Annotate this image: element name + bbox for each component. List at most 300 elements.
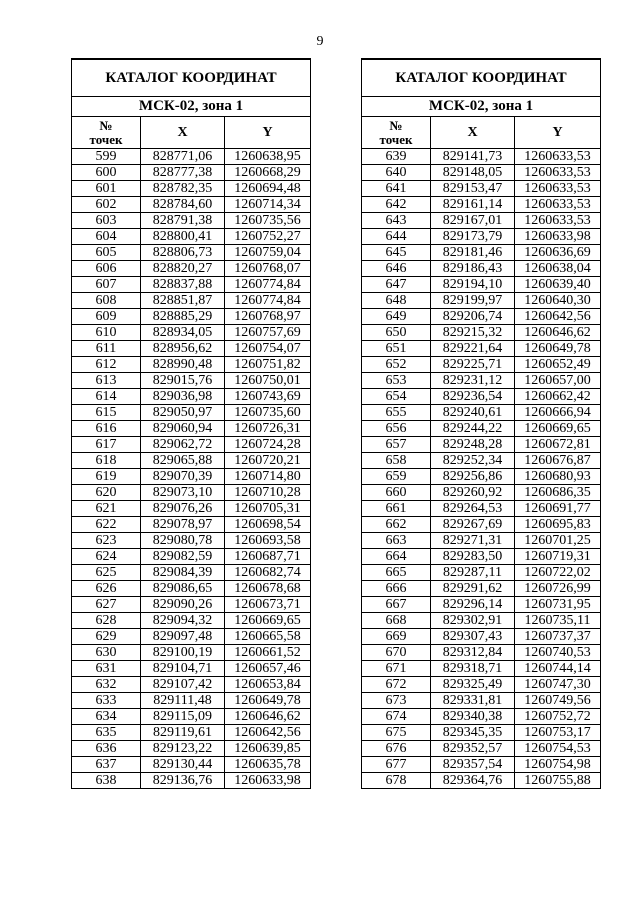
coord-x: 828777,38 xyxy=(141,165,225,181)
coord-x: 829173,79 xyxy=(431,229,515,245)
coord-x: 829325,49 xyxy=(431,677,515,693)
table-row xyxy=(362,437,601,453)
coord-x: 829100,19 xyxy=(141,645,225,661)
coord-y: 1260726,31 xyxy=(225,421,311,437)
table-row xyxy=(362,165,601,181)
table-row xyxy=(72,565,311,581)
coord-x: 829119,61 xyxy=(141,725,225,741)
table-row xyxy=(362,261,601,277)
coord-y: 1260768,97 xyxy=(225,309,311,325)
point-number: 601 xyxy=(72,181,141,197)
point-number: 657 xyxy=(362,437,431,453)
table-row xyxy=(72,437,311,453)
coord-x: 828784,60 xyxy=(141,197,225,213)
table-row xyxy=(362,693,601,709)
coord-y: 1260740,53 xyxy=(515,645,601,661)
coord-x: 829161,14 xyxy=(431,197,515,213)
table-row xyxy=(362,389,601,405)
coord-x: 829186,43 xyxy=(431,261,515,277)
table-row xyxy=(362,549,601,565)
coord-x: 829352,57 xyxy=(431,741,515,757)
coord-y: 1260755,88 xyxy=(515,773,601,789)
coord-x: 829136,76 xyxy=(141,773,225,789)
coord-y: 1260676,87 xyxy=(515,453,601,469)
header-y: Y xyxy=(225,117,311,149)
table-row xyxy=(72,309,311,325)
coord-y: 1260735,60 xyxy=(225,405,311,421)
header-x: X xyxy=(141,117,225,149)
point-number: 624 xyxy=(72,549,141,565)
table-row xyxy=(362,213,601,229)
coord-x: 828791,38 xyxy=(141,213,225,229)
table-row xyxy=(362,293,601,309)
coord-y: 1260714,80 xyxy=(225,469,311,485)
coord-y: 1260749,56 xyxy=(515,693,601,709)
point-number: 646 xyxy=(362,261,431,277)
coord-x: 829340,38 xyxy=(431,709,515,725)
coord-x: 829206,74 xyxy=(431,309,515,325)
point-number: 666 xyxy=(362,581,431,597)
header-y: Y xyxy=(515,117,601,149)
coord-x: 828782,35 xyxy=(141,181,225,197)
coord-y: 1260642,56 xyxy=(515,309,601,325)
coord-x: 829199,97 xyxy=(431,293,515,309)
coord-x: 829097,48 xyxy=(141,629,225,645)
table-row xyxy=(72,469,311,485)
coord-y: 1260646,62 xyxy=(515,325,601,341)
point-number: 641 xyxy=(362,181,431,197)
point-number: 654 xyxy=(362,389,431,405)
coord-y: 1260678,68 xyxy=(225,581,311,597)
coord-x: 829065,88 xyxy=(141,453,225,469)
coord-y: 1260633,53 xyxy=(515,213,601,229)
coord-x: 829060,94 xyxy=(141,421,225,437)
coord-y: 1260633,53 xyxy=(515,149,601,165)
table-row xyxy=(362,581,601,597)
coord-y: 1260754,98 xyxy=(515,757,601,773)
coord-y: 1260666,94 xyxy=(515,405,601,421)
coord-x: 829296,14 xyxy=(431,597,515,613)
point-number: 637 xyxy=(72,757,141,773)
coord-y: 1260710,28 xyxy=(225,485,311,501)
point-number: 633 xyxy=(72,693,141,709)
point-number: 631 xyxy=(72,661,141,677)
point-number: 659 xyxy=(362,469,431,485)
table-row xyxy=(362,741,601,757)
point-number: 636 xyxy=(72,741,141,757)
coord-x: 829318,71 xyxy=(431,661,515,677)
point-number: 607 xyxy=(72,277,141,293)
table-row xyxy=(72,533,311,549)
coord-y: 1260639,85 xyxy=(225,741,311,757)
point-number: 616 xyxy=(72,421,141,437)
point-number: 617 xyxy=(72,437,141,453)
table-row xyxy=(72,357,311,373)
coord-x: 829264,53 xyxy=(431,501,515,517)
point-number: 605 xyxy=(72,245,141,261)
coord-y: 1260633,53 xyxy=(515,165,601,181)
point-number: 652 xyxy=(362,357,431,373)
coord-y: 1260633,53 xyxy=(515,181,601,197)
coord-y: 1260649,78 xyxy=(225,693,311,709)
table-row xyxy=(72,725,311,741)
coord-y: 1260638,95 xyxy=(225,149,311,165)
point-number: 627 xyxy=(72,597,141,613)
table-row xyxy=(72,293,311,309)
table-row xyxy=(72,181,311,197)
coord-x: 828851,87 xyxy=(141,293,225,309)
point-number: 599 xyxy=(72,149,141,165)
coord-x: 829062,72 xyxy=(141,437,225,453)
table-row xyxy=(362,421,601,437)
coord-x: 829080,78 xyxy=(141,533,225,549)
coord-y: 1260657,00 xyxy=(515,373,601,389)
coord-x: 829240,61 xyxy=(431,405,515,421)
coord-x: 829094,32 xyxy=(141,613,225,629)
coord-y: 1260652,49 xyxy=(515,357,601,373)
point-number: 612 xyxy=(72,357,141,373)
coord-y: 1260754,53 xyxy=(515,741,601,757)
coord-x: 829141,73 xyxy=(431,149,515,165)
coord-y: 1260722,02 xyxy=(515,565,601,581)
catalog-title: КАТАЛОГ КООРДИНАТ xyxy=(362,59,601,97)
coord-y: 1260751,82 xyxy=(225,357,311,373)
coord-x: 828885,29 xyxy=(141,309,225,325)
table-row xyxy=(72,453,311,469)
coord-x: 829364,76 xyxy=(431,773,515,789)
coord-y: 1260719,31 xyxy=(515,549,601,565)
point-number: 676 xyxy=(362,741,431,757)
coord-x: 829076,26 xyxy=(141,501,225,517)
coord-x: 829236,54 xyxy=(431,389,515,405)
catalog-subtitle: МСК-02, зона 1 xyxy=(362,97,601,117)
table-row xyxy=(362,613,601,629)
table-row xyxy=(72,149,311,165)
coord-y: 1260649,78 xyxy=(515,341,601,357)
point-number: 648 xyxy=(362,293,431,309)
coord-y: 1260753,17 xyxy=(515,725,601,741)
coord-x: 829331,81 xyxy=(431,693,515,709)
point-number: 665 xyxy=(362,565,431,581)
point-number: 621 xyxy=(72,501,141,517)
coord-y: 1260694,48 xyxy=(225,181,311,197)
coord-y: 1260705,31 xyxy=(225,501,311,517)
header-point-number: № точек xyxy=(362,117,431,149)
table-row xyxy=(362,501,601,517)
point-number: 620 xyxy=(72,485,141,501)
coord-y: 1260750,01 xyxy=(225,373,311,389)
point-number: 645 xyxy=(362,245,431,261)
table-row xyxy=(72,757,311,773)
header-x: X xyxy=(431,117,515,149)
table-row xyxy=(72,613,311,629)
table-row xyxy=(72,501,311,517)
coord-y: 1260672,81 xyxy=(515,437,601,453)
point-number: 663 xyxy=(362,533,431,549)
coord-y: 1260673,71 xyxy=(225,597,311,613)
point-number: 632 xyxy=(72,677,141,693)
coord-y: 1260714,34 xyxy=(225,197,311,213)
coord-x: 829153,47 xyxy=(431,181,515,197)
coord-y: 1260640,30 xyxy=(515,293,601,309)
point-number: 678 xyxy=(362,773,431,789)
coord-x: 829221,64 xyxy=(431,341,515,357)
coord-x: 829291,62 xyxy=(431,581,515,597)
table-row xyxy=(72,517,311,533)
coord-y: 1260669,65 xyxy=(515,421,601,437)
table-row xyxy=(362,709,601,725)
table-row xyxy=(362,405,601,421)
table-row xyxy=(72,373,311,389)
point-number: 662 xyxy=(362,517,431,533)
coord-x: 829283,50 xyxy=(431,549,515,565)
coord-y: 1260661,52 xyxy=(225,645,311,661)
coord-x: 829181,46 xyxy=(431,245,515,261)
coord-x: 829260,92 xyxy=(431,485,515,501)
table-row xyxy=(362,517,601,533)
coord-x: 828806,73 xyxy=(141,245,225,261)
table-row xyxy=(362,181,601,197)
coord-x: 828771,06 xyxy=(141,149,225,165)
point-number: 642 xyxy=(362,197,431,213)
coord-x: 828956,62 xyxy=(141,341,225,357)
coord-x: 829215,32 xyxy=(431,325,515,341)
point-number: 640 xyxy=(362,165,431,181)
coord-y: 1260752,27 xyxy=(225,229,311,245)
coord-x: 829070,39 xyxy=(141,469,225,485)
point-number: 647 xyxy=(362,277,431,293)
coord-y: 1260744,14 xyxy=(515,661,601,677)
coord-x: 829194,10 xyxy=(431,277,515,293)
point-number: 623 xyxy=(72,533,141,549)
table-row xyxy=(362,725,601,741)
table-row xyxy=(362,245,601,261)
point-number: 653 xyxy=(362,373,431,389)
point-number: 650 xyxy=(362,325,431,341)
coord-y: 1260768,07 xyxy=(225,261,311,277)
point-number: 609 xyxy=(72,309,141,325)
coord-y: 1260731,95 xyxy=(515,597,601,613)
table-row xyxy=(362,357,601,373)
table-row xyxy=(362,757,601,773)
point-number: 603 xyxy=(72,213,141,229)
coord-x: 829104,71 xyxy=(141,661,225,677)
coord-x: 829111,48 xyxy=(141,693,225,709)
page-number: 9 xyxy=(316,34,324,49)
coord-y: 1260657,46 xyxy=(225,661,311,677)
point-number: 625 xyxy=(72,565,141,581)
table-row xyxy=(72,549,311,565)
table-row xyxy=(362,533,601,549)
coord-y: 1260635,78 xyxy=(225,757,311,773)
coord-y: 1260668,29 xyxy=(225,165,311,181)
table-row xyxy=(362,309,601,325)
coord-y: 1260646,62 xyxy=(225,709,311,725)
coord-x: 829302,91 xyxy=(431,613,515,629)
coord-y: 1260636,69 xyxy=(515,245,601,261)
table-row xyxy=(72,485,311,501)
point-number: 610 xyxy=(72,325,141,341)
table-row xyxy=(72,389,311,405)
coord-y: 1260724,28 xyxy=(225,437,311,453)
table-row xyxy=(72,773,311,789)
coord-x: 829073,10 xyxy=(141,485,225,501)
table-row xyxy=(72,405,311,421)
point-number: 604 xyxy=(72,229,141,245)
coord-y: 1260682,74 xyxy=(225,565,311,581)
coord-y: 1260669,65 xyxy=(225,613,311,629)
coord-x: 829090,26 xyxy=(141,597,225,613)
coord-x: 829287,11 xyxy=(431,565,515,581)
coord-y: 1260633,98 xyxy=(225,773,311,789)
table-row xyxy=(362,645,601,661)
table-row xyxy=(72,165,311,181)
point-number: 611 xyxy=(72,341,141,357)
coord-x: 829267,69 xyxy=(431,517,515,533)
table-row xyxy=(362,149,601,165)
coord-x: 829130,44 xyxy=(141,757,225,773)
coord-x: 829167,01 xyxy=(431,213,515,229)
coord-y: 1260726,99 xyxy=(515,581,601,597)
coord-x: 829225,71 xyxy=(431,357,515,373)
table-row xyxy=(72,741,311,757)
coordinate-catalog-right xyxy=(361,58,601,789)
table-row xyxy=(72,581,311,597)
catalog-subtitle: МСК-02, зона 1 xyxy=(72,97,311,117)
point-number: 615 xyxy=(72,405,141,421)
coord-y: 1260743,69 xyxy=(225,389,311,405)
table-row xyxy=(362,677,601,693)
point-number: 667 xyxy=(362,597,431,613)
coord-y: 1260662,42 xyxy=(515,389,601,405)
point-number: 602 xyxy=(72,197,141,213)
header-point-number: № точек xyxy=(72,117,141,149)
table-row xyxy=(362,373,601,389)
coord-y: 1260735,56 xyxy=(225,213,311,229)
coord-x: 829345,35 xyxy=(431,725,515,741)
coord-y: 1260633,53 xyxy=(515,197,601,213)
point-number: 677 xyxy=(362,757,431,773)
coord-x: 829307,43 xyxy=(431,629,515,645)
coord-x: 829036,98 xyxy=(141,389,225,405)
table-row xyxy=(362,229,601,245)
coord-y: 1260774,84 xyxy=(225,293,311,309)
coord-y: 1260701,25 xyxy=(515,533,601,549)
coord-x: 829115,09 xyxy=(141,709,225,725)
table-row xyxy=(72,661,311,677)
coord-y: 1260693,58 xyxy=(225,533,311,549)
point-number: 614 xyxy=(72,389,141,405)
point-number: 651 xyxy=(362,341,431,357)
point-number: 606 xyxy=(72,261,141,277)
coord-x: 829248,28 xyxy=(431,437,515,453)
table-row xyxy=(362,485,601,501)
coord-x: 829086,65 xyxy=(141,581,225,597)
table-row xyxy=(362,277,601,293)
coord-x: 828990,48 xyxy=(141,357,225,373)
coord-x: 829015,76 xyxy=(141,373,225,389)
table-row xyxy=(72,693,311,709)
coord-x: 828837,88 xyxy=(141,277,225,293)
coord-x: 829357,54 xyxy=(431,757,515,773)
table-row xyxy=(362,661,601,677)
point-number: 661 xyxy=(362,501,431,517)
coord-y: 1260747,30 xyxy=(515,677,601,693)
table-row xyxy=(362,469,601,485)
point-number: 613 xyxy=(72,373,141,389)
coord-x: 829252,34 xyxy=(431,453,515,469)
point-number: 675 xyxy=(362,725,431,741)
coord-x: 829123,22 xyxy=(141,741,225,757)
table-row xyxy=(362,597,601,613)
point-number: 619 xyxy=(72,469,141,485)
coord-y: 1260687,71 xyxy=(225,549,311,565)
point-number: 674 xyxy=(362,709,431,725)
point-number: 670 xyxy=(362,645,431,661)
point-number: 669 xyxy=(362,629,431,645)
table-row xyxy=(72,677,311,693)
coord-y: 1260754,07 xyxy=(225,341,311,357)
table-row xyxy=(72,261,311,277)
coordinate-catalog-left xyxy=(71,58,311,789)
coord-y: 1260698,54 xyxy=(225,517,311,533)
table-row xyxy=(72,325,311,341)
point-number: 634 xyxy=(72,709,141,725)
point-number: 643 xyxy=(362,213,431,229)
table-row xyxy=(362,629,601,645)
table-row xyxy=(362,197,601,213)
coord-y: 1260695,83 xyxy=(515,517,601,533)
table-row xyxy=(72,709,311,725)
coord-y: 1260639,40 xyxy=(515,277,601,293)
point-number: 628 xyxy=(72,613,141,629)
coord-y: 1260720,21 xyxy=(225,453,311,469)
table-row xyxy=(72,245,311,261)
coord-x: 829231,12 xyxy=(431,373,515,389)
coord-y: 1260665,58 xyxy=(225,629,311,645)
point-number: 608 xyxy=(72,293,141,309)
point-number: 618 xyxy=(72,453,141,469)
coord-y: 1260686,35 xyxy=(515,485,601,501)
table-row xyxy=(72,421,311,437)
table-row xyxy=(362,325,601,341)
table-row xyxy=(72,197,311,213)
coord-y: 1260642,56 xyxy=(225,725,311,741)
coord-x: 829271,31 xyxy=(431,533,515,549)
coord-y: 1260653,84 xyxy=(225,677,311,693)
coord-x: 829078,97 xyxy=(141,517,225,533)
coord-x: 829256,86 xyxy=(431,469,515,485)
point-number: 656 xyxy=(362,421,431,437)
coord-x: 829084,39 xyxy=(141,565,225,581)
coord-x: 829082,59 xyxy=(141,549,225,565)
point-number: 626 xyxy=(72,581,141,597)
point-number: 644 xyxy=(362,229,431,245)
coord-y: 1260759,04 xyxy=(225,245,311,261)
table-row xyxy=(362,565,601,581)
table-row xyxy=(72,213,311,229)
coord-y: 1260735,11 xyxy=(515,613,601,629)
point-number: 622 xyxy=(72,517,141,533)
table-row xyxy=(72,341,311,357)
point-number: 629 xyxy=(72,629,141,645)
point-number: 638 xyxy=(72,773,141,789)
catalog-title: КАТАЛОГ КООРДИНАТ xyxy=(72,59,311,97)
coord-x: 829244,22 xyxy=(431,421,515,437)
point-number: 600 xyxy=(72,165,141,181)
table-row xyxy=(362,773,601,789)
coord-y: 1260737,37 xyxy=(515,629,601,645)
